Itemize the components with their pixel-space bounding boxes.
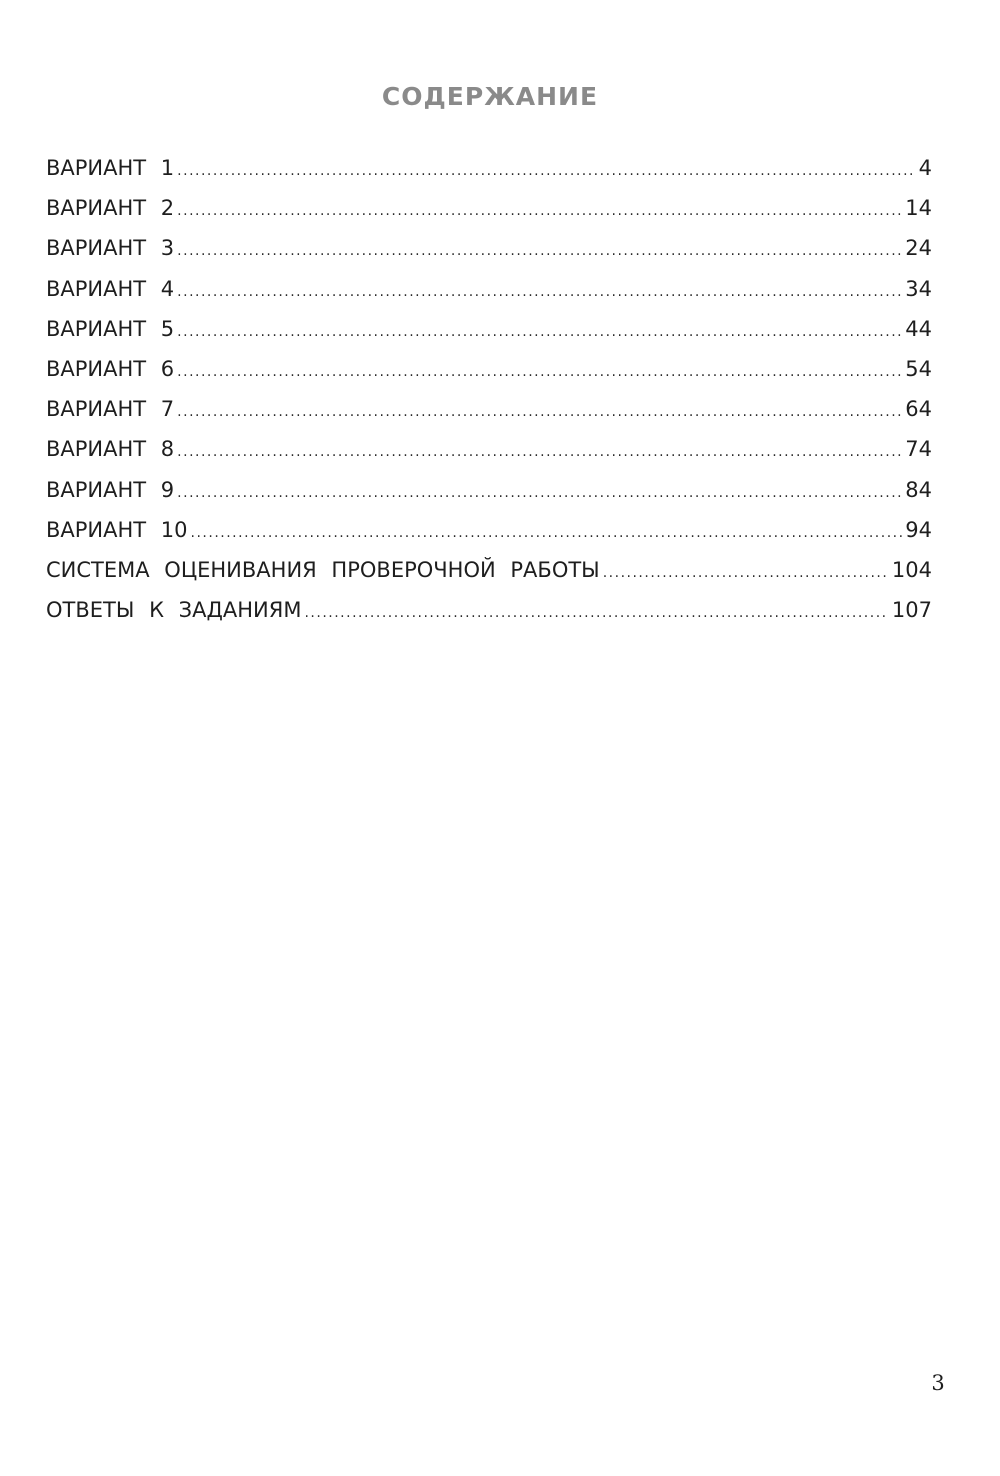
dot-leader <box>177 243 902 259</box>
toc-entry-label: ВАРИАНТ 10 <box>46 517 188 542</box>
toc-entry[interactable] <box>46 437 932 477</box>
page-number: 3 <box>931 1371 945 1395</box>
toc-entry-page: 54 <box>905 356 932 381</box>
dot-leader <box>177 284 902 300</box>
toc-entry-page: 94 <box>905 517 932 542</box>
toc-entry-page: 84 <box>905 477 932 502</box>
toc-entry-page: 14 <box>905 196 932 221</box>
toc-entry-page: 44 <box>905 316 932 341</box>
page-title: СОДЕРЖАНИЕ <box>381 82 599 111</box>
toc-entry-page: 34 <box>905 276 932 301</box>
toc-entry-label: ВАРИАНТ 4 <box>46 276 175 301</box>
toc-entry-label: ОТВЕТЫ К ЗАДАНИЯМ <box>46 598 302 623</box>
dot-leader <box>177 324 902 340</box>
toc-entry[interactable] <box>46 277 932 317</box>
toc-entry[interactable] <box>46 478 932 518</box>
toc-entry[interactable] <box>46 397 932 437</box>
toc-entry-label: ВАРИАНТ 9 <box>46 477 175 502</box>
dot-leader <box>177 163 915 179</box>
toc-entry-label: ВАРИАНТ 5 <box>46 316 175 341</box>
table-of-contents <box>46 156 932 638</box>
dot-leader <box>177 364 902 380</box>
dot-leader <box>177 485 902 501</box>
dot-leader <box>191 525 903 541</box>
toc-entry-page: 104 <box>891 557 932 582</box>
dot-leader <box>177 444 902 460</box>
dot-leader <box>177 404 902 420</box>
toc-entry-label: СИСТЕМА ОЦЕНИВАНИЯ ПРОВЕРОЧНОЙ РАБОТЫ <box>46 557 600 582</box>
toc-entry-label: ВАРИАНТ 3 <box>46 236 175 261</box>
dot-leader <box>603 565 889 581</box>
toc-entry-label: ВАРИАНТ 8 <box>46 437 175 462</box>
toc-entry-page: 64 <box>905 397 932 422</box>
toc-entry-label: ВАРИАНТ 2 <box>46 196 175 221</box>
toc-entry[interactable] <box>46 196 932 236</box>
toc-entry[interactable] <box>46 317 932 357</box>
dot-leader <box>304 605 888 621</box>
toc-entry-page: 107 <box>891 598 932 623</box>
toc-entry[interactable] <box>46 598 932 638</box>
dot-leader <box>177 203 902 219</box>
toc-entry-page: 4 <box>918 156 932 180</box>
toc-entry[interactable] <box>46 156 932 196</box>
toc-entry-label: ВАРИАНТ 7 <box>46 397 175 422</box>
toc-entry-label: ВАРИАНТ 6 <box>46 356 175 381</box>
toc-entry[interactable] <box>46 357 932 397</box>
toc-entry-page: 74 <box>905 437 932 462</box>
toc-entry[interactable] <box>46 518 932 558</box>
toc-entry[interactable] <box>46 236 932 276</box>
toc-entry-page: 24 <box>905 236 932 261</box>
toc-entry[interactable] <box>46 558 932 598</box>
toc-entry-label: ВАРИАНТ 1 <box>46 156 175 180</box>
